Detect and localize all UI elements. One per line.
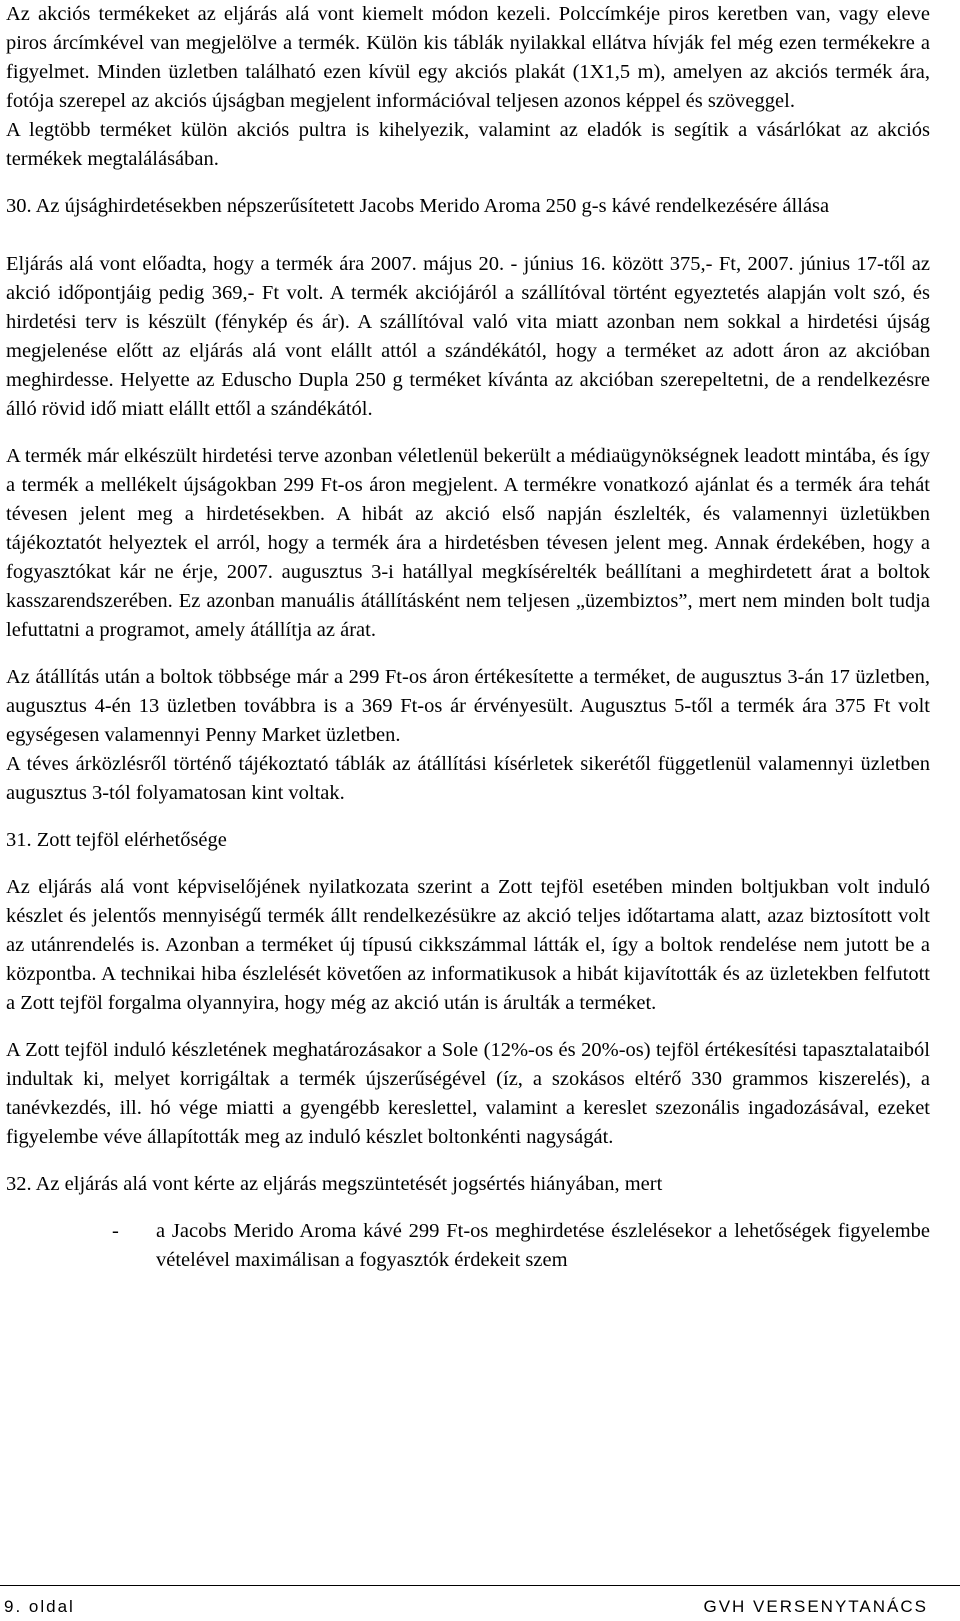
section-30-paragraph-1: Eljárás alá vont előadta, hogy a termék ára 2007. május 20. - június 16. között 375,- Ft, 2007. június 17-től az akció időpontjáig pedig 369,- Ft volt. A termék akciójáról a szállítóval történt egyeztetés alapján volt szó, és hirdetési terv is készült (fénykép és ár). A szállítóval való vita miatt azonban nem sokkal a hirdetési újság megjelenése előtt az eljárás alá vont elállt attól a szándékától, hogy a terméket az adott áron az akcióban meghirdesse. Helyette az Eduscho Dupla 250 g terméket kívánta az akcióban szerepeltetni, de a rendelkezésre álló rövid idő miatt elállt ettől a szándékától. — [6, 253, 930, 420]
section-30-heading: 30. Az újsághirdetésekben népszerűsítetett Jacobs Merido Aroma 250 g-s kávé rendelkezésére állása — [6, 195, 830, 217]
page-number: 9. oldal — [4, 1597, 75, 1616]
organization-name: GVH VERSENYTANÁCS — [703, 1597, 928, 1616]
section-31-paragraph-1: Az eljárás alá vont képviselőjének nyilatkozata szerint a Zott tejföl esetében minden boltjukban volt induló készlet és jelentős mennyiségű termék állt rendelkezésükre az akció teljes időtartama alatt, azaz biztosított volt az utánrendelés is. Azonban a terméket új típusú cikkszámmal látták el, így a boltok rendelése nem jutott be a központba. A technikai hiba észlelését követően az informatikusok a hibát kijavították és az üzletekben felfutott a Zott tejföl forgalma olyannyira, hogy még az akció után is árulták a terméket. — [6, 876, 930, 1014]
page-footer — [0, 1585, 960, 1614]
section-32-heading: 32. Az eljárás alá vont kérte az eljárás megszüntetését jogsértés hiányában, mert — [6, 1173, 663, 1195]
list-dash: - — [112, 1220, 119, 1242]
section-30-paragraph-2: A termék már elkészült hirdetési terve azonban véletlenül bekerült a médiaügynökségnek leadott mintába, és így a termék a mellékelt újságokban 299 Ft-os áron megjelent. A termékre vonatkozó ajánlat és a termék ára tehát tévesen jelent meg a hirdetésekben. A hibát az akció első napján észlelték, és valamennyi üzletükben tájékoztatót helyeztek el arról, hogy a termék ára a hirdetésben tévesen jelent meg. Annak érdekében, hogy a fogyasztókat kár ne érje, 2007. augusztus 3-i hatállyal megkísérelték beállítani a meghirdetett árat a boltok kasszarendszerében. Ez azonban manuális átállításként nem teljesen „üzembiztos”, mert nem minden bolt tudja lefuttatni a programot, amely átállítja az árat. — [6, 445, 930, 641]
document-body — [6, 0, 930, 1275]
intro-paragraph-2: A legtöbb terméket külön akciós pultra is kihelyezik, valamint az eladók is segítik a vásárlókat az akciós termékek megtalálásában. — [6, 119, 930, 170]
section-31-paragraph-2: A Zott tejföl induló készletének meghatározásakor a Sole (12%-os és 20%-os) tejföl értékesítési tapasztalataiból indultak ki, melyet korrigáltak a termék újszerűségével (íz, a szokásos eltérő 330 grammos kiszerelés), a tanévkezdés, ill. hó vége miatti a gyengébb kereslettel, valamint a kereslet szezonális ingadozásával, ezeket figyelembe véve állapították meg az induló készlet boltonkénti nagyságát. — [6, 1039, 930, 1148]
list-item-text: a Jacobs Merido Aroma kávé 299 Ft-os meghirdetése észlelésekor a lehetőségek figyelembe vételével maximálisan a fogyasztók érdekeit szem — [156, 1220, 930, 1271]
section-32-list-item — [112, 1217, 930, 1275]
section-30-paragraph-4: A téves árközlésről történő tájékoztató táblák az átállítási kísérletek sikerétől függetlenül valamennyi üzletben augusztus 3-tól folyamatosan kint voltak. — [6, 753, 930, 804]
section-31-heading: 31. Zott tejföl elérhetősége — [6, 829, 227, 851]
section-30-paragraph-3: Az átállítás után a boltok többsége már a 299 Ft-os áron értékesítette a terméket, de augusztus 3-án 17 üzletben, augusztus 4-én 13 üzletben továbbra is a 369 Ft-os ár érvényesült. Augusztus 5-től a termék ára 375 Ft volt egységesen valamennyi Penny Market üzletben. — [6, 666, 930, 746]
intro-paragraph-1: Az akciós termékeket az eljárás alá vont kiemelt módon kezeli. Polccímkéje piros keretben van, vagy eleve piros árcímkével van megjelölve a termék. Külön kis táblák nyilakkal ellátva hívják fel még ezen termékekre a figyelmet. Minden üzletben található ezen kívül egy akciós plakát (1X1,5 m), amelyen az akciós termék ára, fotója szerepel az akciós újságban megjelent információval teljesen azonos képpel és szöveggel. — [6, 3, 930, 112]
